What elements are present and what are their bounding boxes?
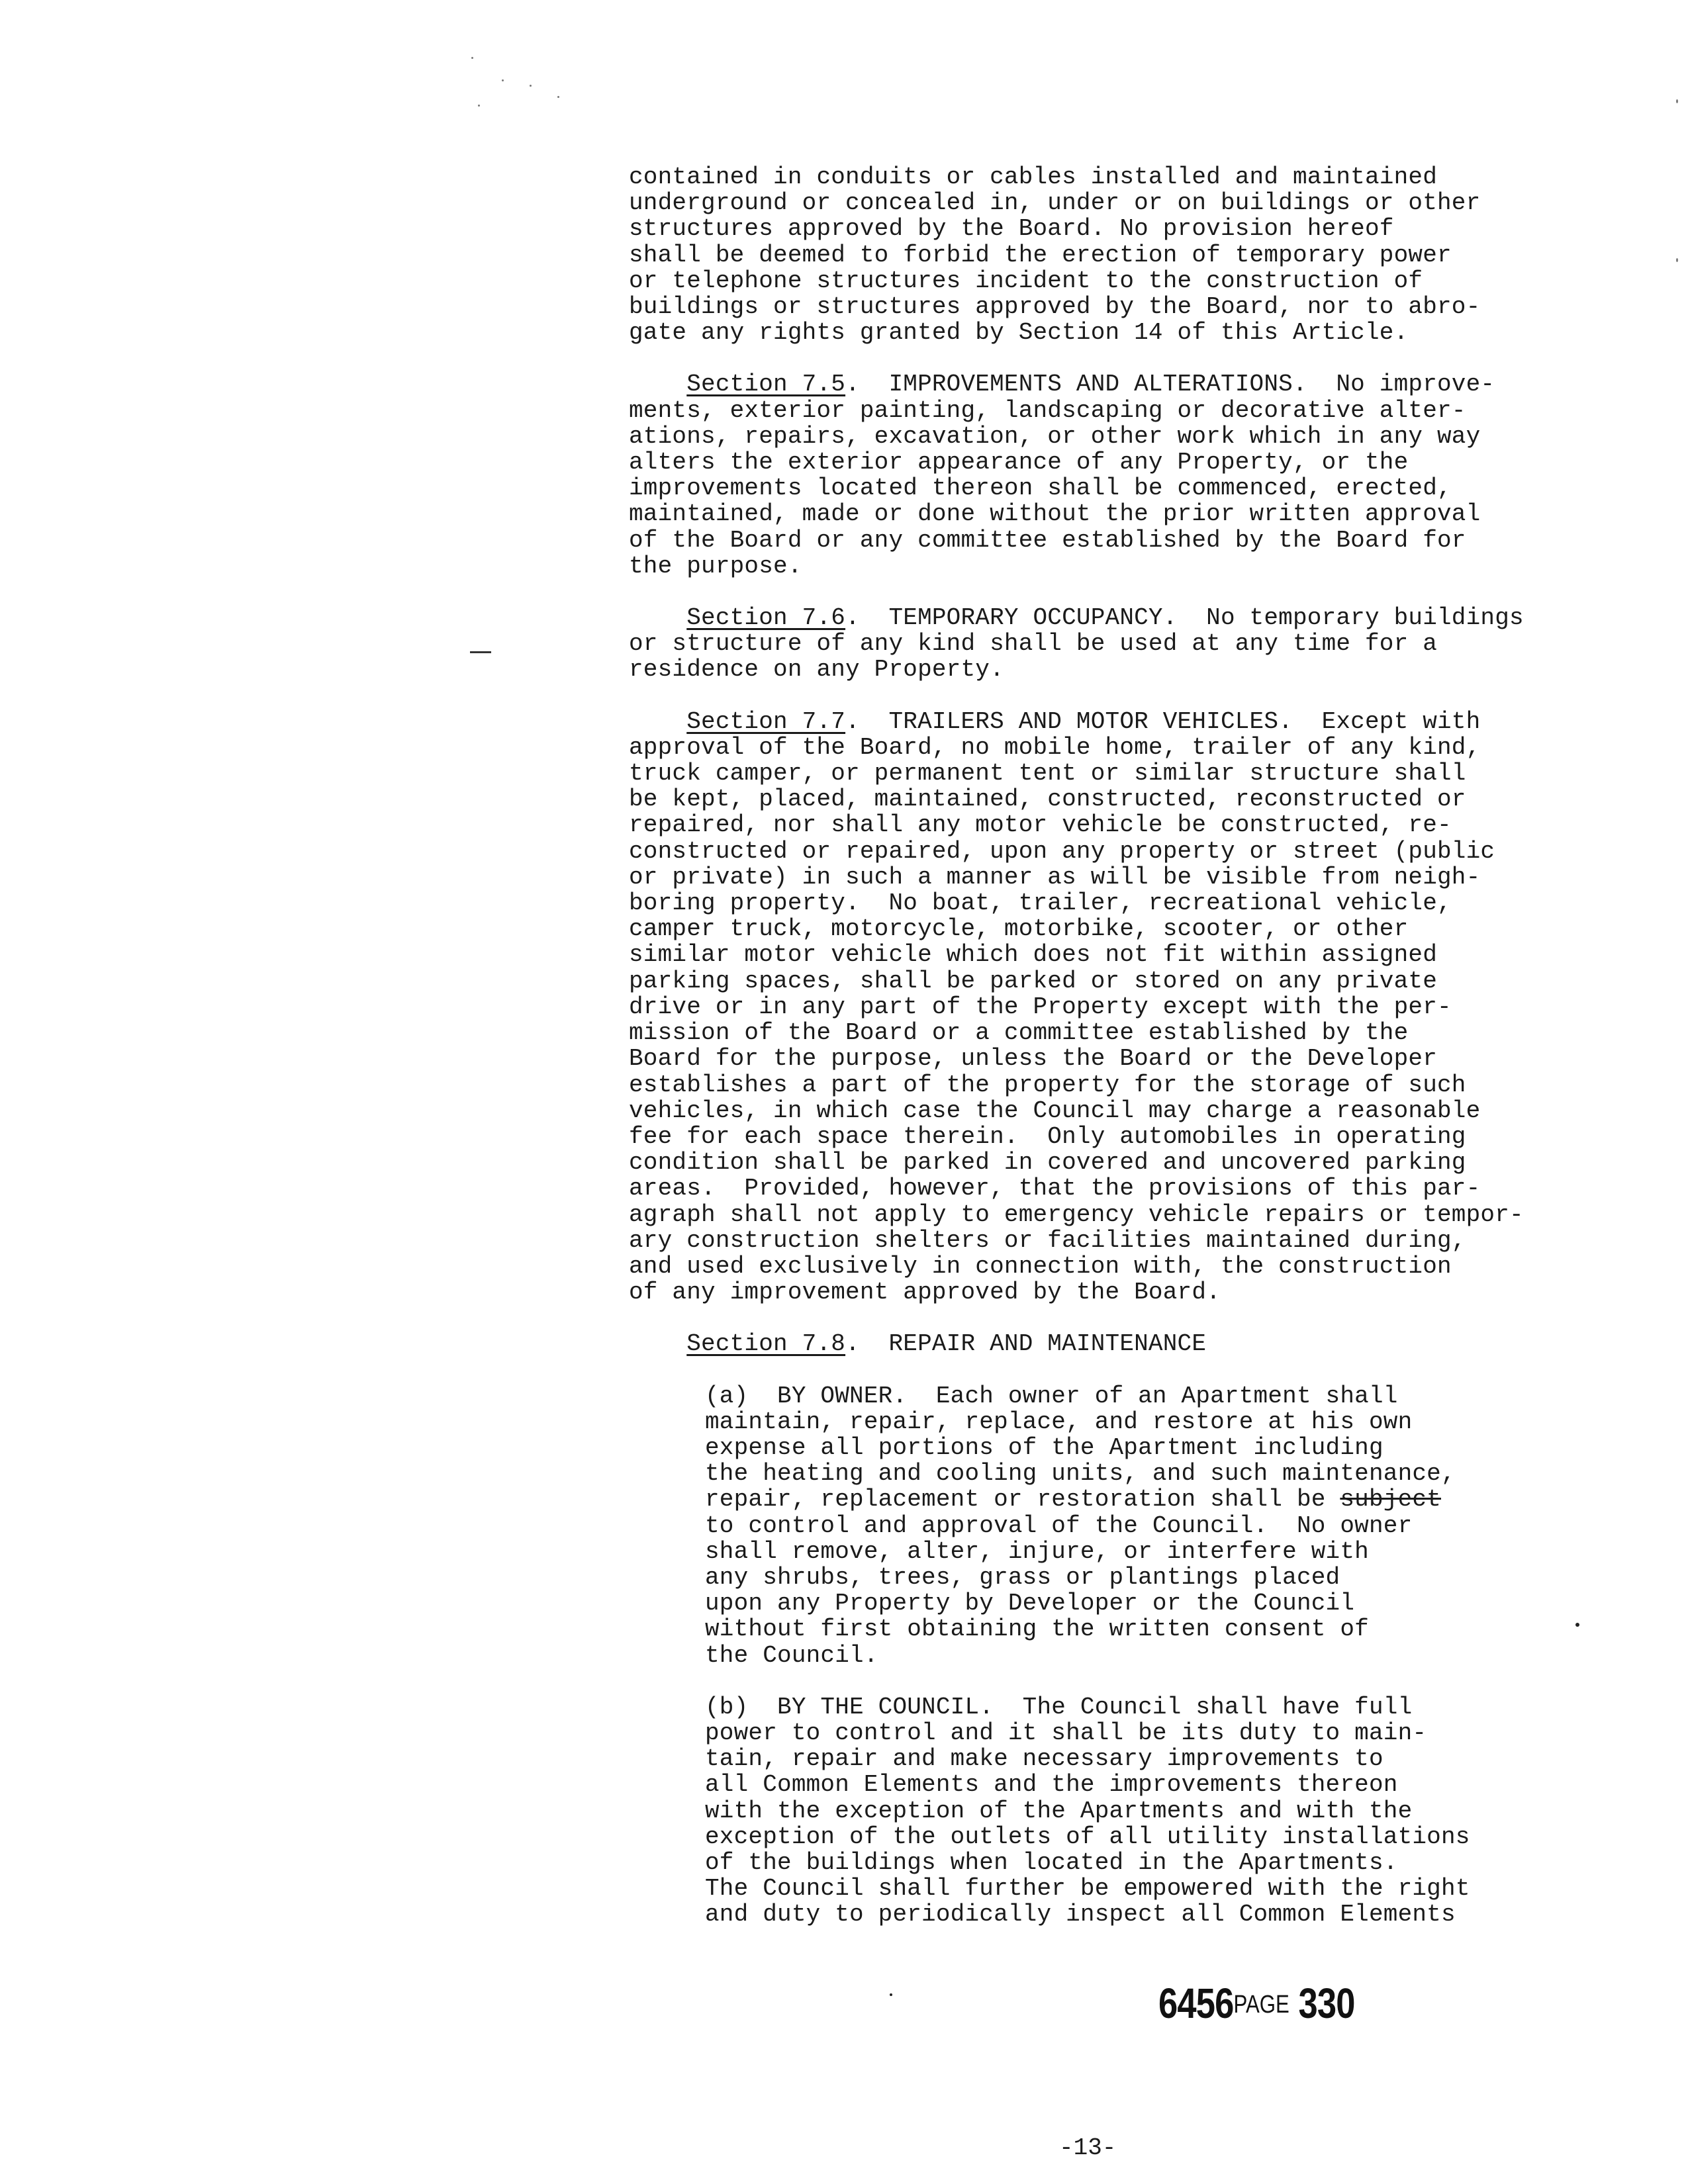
- section-7-7: [629, 709, 1595, 1306]
- subsection-line: the heating and cooling units, and such maintenance,: [705, 1460, 1456, 1488]
- subsection-a: [705, 1383, 1595, 1668]
- section-label: Section 7.8: [686, 1330, 846, 1358]
- scan-speck: [530, 85, 532, 87]
- scan-speck: [471, 57, 473, 59]
- section-7-8: [629, 1331, 1595, 1357]
- section-label: Section 7.5: [686, 371, 846, 398]
- subsection-b: [705, 1694, 1595, 1928]
- text-column: [629, 164, 1595, 1928]
- scan-speck: [478, 105, 480, 107]
- section-body: ments, exterior painting, landscaping or decorative alter- ations, repairs, excavation, or other work which in any way alters the exterior appearance of any Property, or the improvements located thereon shall be commenced, erected, maintained, made or done without the prior written approval of the Board or any committee established by the Board for the purpose.: [629, 396, 1481, 580]
- book-page-stamp: [1158, 1979, 1355, 2028]
- scan-speck: [502, 79, 504, 81]
- section-heading-line: [629, 371, 1595, 397]
- section-heading-line: [629, 605, 1595, 631]
- section-body: or structure of any kind shall be used at any time for a residence on any Property.: [629, 630, 1437, 684]
- section-title: . IMPROVEMENTS AND ALTERATIONS. No improve-: [845, 371, 1495, 398]
- section-7-5: [629, 371, 1595, 579]
- subsection-line: maintain, repair, replace, and restore at his own: [705, 1408, 1413, 1435]
- section-title: . REPAIR AND MAINTENANCE: [845, 1330, 1207, 1358]
- subsection-line: (a) BY OWNER. Each owner of an Apartment shall: [705, 1382, 1398, 1410]
- section-body: approval of the Board, no mobile home, trailer of any kind, truck camper, or permanent tent or similar structure shall be kept, placed, maintained, constructed, reconstructed or repaired, nor shall any motor vehicle be constructed, re- constructed or repaired, upon any property or street (public or private) in such a manner as will be visible from neigh- boring property. No boat, trailer, recreational vehicle, camper truck, motorcycle, motorbike, scooter, or other similar motor vehicle which does not fit within assigned parking spaces, shall be parked or stored on any private drive or in any part of the Property except with the per- mission of the Board or a committee established by the Board for the purpose, unless the Board or the Developer establishes a part of the property for the storage of such vehicles, in which case the Council may charge a reasonable fee for each space therein. Only automobiles in operating condition shall be parked in covered and uncovered parking areas. Provided, however, that the provisions of this par- agraph shall not apply to emergency vehicle repairs or tempor- ary construction shelters or facilities maintained during, and used exclusively in connection with, the construction of any improvement approved by the Board.: [629, 733, 1524, 1306]
- struck-word: subject: [1340, 1486, 1441, 1514]
- subsection-text: repair, replacement or restoration shall be: [705, 1486, 1340, 1514]
- subsection-line: [705, 1486, 1595, 1512]
- scan-speck: [1676, 99, 1678, 103]
- scan-speck: [1676, 258, 1678, 262]
- margin-dash: [470, 651, 491, 653]
- subsection-body: (b) BY THE COUNCIL. The Council shall have full power to control and it shall be its duty to main- tain, repair and make necessary improvements to all Common Elements and the improvements thereon with the exception of the Apartments and with the exception of the outlets of all utility installations of the buildings when located in the Apartments. The Council shall further be empowered with the right and duty to periodically inspect all Common Elements: [705, 1693, 1470, 1929]
- subsection-line: expense all portions of the Apartment including: [705, 1433, 1383, 1461]
- scan-speck: [890, 1993, 892, 1996]
- section-7-6: [629, 605, 1595, 683]
- book-page-number: 330: [1298, 1979, 1355, 2027]
- section-title: . TRAILERS AND MOTOR VEHICLES. Except with: [845, 707, 1481, 735]
- book-number: 6456: [1158, 1979, 1234, 2027]
- page-number: -13-: [1059, 2134, 1117, 2161]
- section-label: Section 7.7: [686, 707, 846, 735]
- section-label: Section 7.6: [686, 604, 846, 632]
- scan-speck: [557, 96, 559, 98]
- subsection-body: to control and approval of the Council. No owner shall remove, alter, injure, or interfere with any shrubs, trees, grass or plantings placed upon any Property by Developer or the Council without first obtaining the written consent of the Council.: [705, 1512, 1413, 1669]
- intro-paragraph: contained in conduits or cables installed and maintained underground or concealed in, under or on buildings or other structures approved by the Board. No provision hereof shall be deemed to forbid the erection of temporary power or telephone structures incident to the construction of buildings or structures approved by the Board, nor to abro- gate any rights granted by Section 14 of this Article.: [629, 163, 1481, 347]
- section-heading-line: [629, 709, 1595, 735]
- section-heading-line: [629, 1331, 1595, 1357]
- section-title: . TEMPORARY OCCUPANCY. No temporary buildings: [845, 604, 1524, 632]
- page-label: PAGE: [1233, 1991, 1289, 2019]
